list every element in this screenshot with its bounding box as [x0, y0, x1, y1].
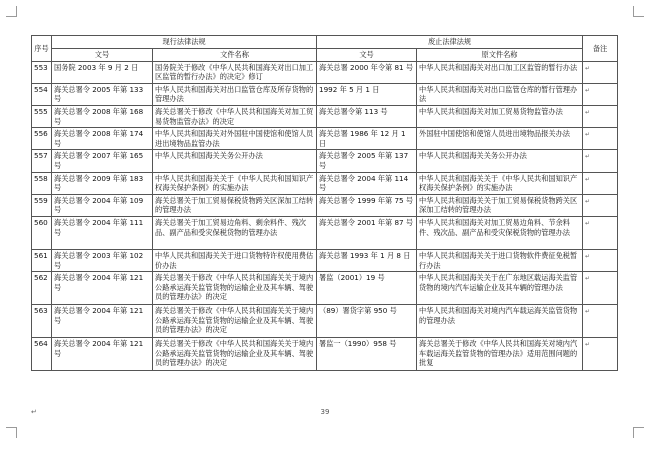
- seq-cell: 562: [32, 272, 52, 305]
- current-doc-no-cell: 国务院 2003 年 9 月 2 日: [52, 61, 153, 83]
- repealed-doc-no-cell: 海关总署 1993 年 1 月 8 日: [317, 249, 417, 271]
- current-file-name-cell: 中华人民共和国海关关于进口货物特许权使用费估价办法: [153, 249, 317, 271]
- repealed-doc-no-cell: 海关总署 1986 年 12 月 1 日: [317, 128, 417, 150]
- repealed-doc-no-cell: 海关总署令 2005 年第 137 号: [317, 150, 417, 172]
- repealed-file-name-cell: 中华人民共和国海关对出口监管仓库的暂行管理办法: [417, 83, 583, 105]
- repealed-doc-no-cell: 海关总署 2000 年令第 81 号: [317, 61, 417, 83]
- current-file-name-cell: 海关总署关于修改《中华人民共和国海关对加工贸易货物监管办法》的决定: [153, 105, 317, 127]
- seq-cell: 563: [32, 305, 52, 338]
- repealed-doc-no-cell: 署监（2001）19 号: [317, 272, 417, 305]
- seq-cell: 553: [32, 61, 52, 83]
- repealed-file-name-cell: 中华人民共和国海关对加工贸易货物监管办法: [417, 105, 583, 127]
- seq-cell: 557: [32, 150, 52, 172]
- remarks-cell: [583, 272, 618, 305]
- paragraph-mark: ↵: [585, 153, 591, 161]
- header-file-name: 文件名称: [153, 49, 317, 62]
- repealed-file-name-cell: 中华人民共和国海关关于加工贸易保税货物跨关区深加工结转的管理办法: [417, 194, 583, 216]
- crop-mark-bottom-left: [6, 427, 17, 438]
- current-file-name-cell: 中华人民共和国海关对外国驻中国使馆和使馆人员进出境物品监管办法: [153, 128, 317, 150]
- regulations-table: [31, 35, 618, 371]
- seq-cell: 556: [32, 128, 52, 150]
- remarks-cell: [583, 338, 618, 371]
- repealed-doc-no-cell: 海关总署令 2001 年第 87 号: [317, 216, 417, 249]
- header-row-2: [32, 49, 618, 62]
- remarks-cell: [583, 83, 618, 105]
- repealed-file-name-cell: 海关总署关于修改《中华人民共和国海关对境内汽车载运海关监管货物的管理办法》适用范围问题的批复: [417, 338, 583, 371]
- current-doc-no-cell: 海关总署令 2007 年第 165 号: [52, 150, 153, 172]
- seq-cell: 561: [32, 249, 52, 271]
- header-row-1: [32, 36, 618, 49]
- remarks-cell: [583, 61, 618, 83]
- table-row: [32, 272, 618, 305]
- paragraph-mark: ↵: [585, 308, 591, 316]
- repealed-file-name-cell: 外国驻中国使馆和使馆人员进出境物品报关办法: [417, 128, 583, 150]
- repealed-doc-no-cell: 海关总署令 1999 年第 75 号: [317, 194, 417, 216]
- remarks-cell: [583, 128, 618, 150]
- current-file-name-cell: 中华人民共和国海关关于《中华人民共和国知识产权海关保护条例》的实施办法: [153, 172, 317, 194]
- repealed-file-name-cell: 中华人民共和国海关对境内汽车载运海关监管货物的管理办法: [417, 305, 583, 338]
- repealed-file-name-cell: 中华人民共和国海关对加工贸易边角料、节余料件、残次品、副产品和受灾保税货物的管理办法: [417, 216, 583, 249]
- current-file-name-cell: 海关总署关于修改《中华人民共和国海关关于境内公路承运海关监管货物的运输企业及其车辆、驾驶员的管理办法》的决定: [153, 272, 317, 305]
- current-doc-no-cell: 海关总署令 2004 年第 121 号: [52, 338, 153, 371]
- table-row: [32, 83, 618, 105]
- paragraph-mark: ↵: [31, 408, 37, 416]
- paragraph-mark: ↵: [585, 64, 591, 72]
- seq-cell: 564: [32, 338, 52, 371]
- table-row: [32, 172, 618, 194]
- crop-mark-top-right: [633, 6, 644, 17]
- header-current-group: 现行法律法规: [52, 36, 317, 49]
- repealed-doc-no-cell: （89）署货字第 950 号: [317, 305, 417, 338]
- current-doc-no-cell: 海关总署令 2004 年第 121 号: [52, 272, 153, 305]
- seq-cell: 555: [32, 105, 52, 127]
- remarks-cell: [583, 150, 618, 172]
- paragraph-mark: ↵: [585, 275, 591, 283]
- paragraph-mark: ↵: [585, 252, 591, 260]
- header-repealed-doc-no: 文号: [317, 49, 417, 62]
- repealed-file-name-cell: 中华人民共和国海关关于进口货物软件费征免税暂行办法: [417, 249, 583, 271]
- seq-cell: 560: [32, 216, 52, 249]
- crop-mark-top-left: [6, 6, 17, 17]
- table-row: [32, 249, 618, 271]
- header-remarks: 备注: [583, 36, 618, 62]
- current-file-name-cell: 海关总署关于加工贸易边角料、剩余料件、残次品、副产品和受灾保税货物的管理办法: [153, 216, 317, 249]
- repealed-file-name-cell: 中华人民共和国海关关务公开办法: [417, 150, 583, 172]
- paragraph-mark: ↵: [585, 131, 591, 139]
- repealed-file-name-cell: 中华人民共和国海关关于在广东地区载运海关监管货物的境内汽车运输企业及其车辆的管理办法: [417, 272, 583, 305]
- current-doc-no-cell: 海关总署令 2003 年第 102 号: [52, 249, 153, 271]
- paragraph-mark: ↵: [585, 219, 591, 227]
- table-row: [32, 305, 618, 338]
- remarks-cell: [583, 105, 618, 127]
- remarks-cell: [583, 216, 618, 249]
- current-doc-no-cell: 海关总署令 2004 年第 121 号: [52, 305, 153, 338]
- remarks-cell: [583, 249, 618, 271]
- table-row: [32, 194, 618, 216]
- repealed-doc-no-cell: 海关总署令第 113 号: [317, 105, 417, 127]
- current-doc-no-cell: 海关总署令 2005 年第 133 号: [52, 83, 153, 105]
- paragraph-mark: ↵: [585, 197, 591, 205]
- repealed-file-name-cell: 中华人民共和国海关对出口加工区监管的暂行办法: [417, 61, 583, 83]
- page-number: 39: [320, 408, 330, 416]
- repealed-doc-no-cell: 海关总署令 2004 年第 114 号: [317, 172, 417, 194]
- remarks-cell: [583, 172, 618, 194]
- current-doc-no-cell: 海关总署令 2008 年第 174 号: [52, 128, 153, 150]
- current-doc-no-cell: 海关总署令 2008 年第 168 号: [52, 105, 153, 127]
- header-repealed-group: 废止法律法规: [317, 36, 583, 49]
- remarks-cell: [583, 305, 618, 338]
- repealed-file-name-cell: 中华人民共和国海关关于《中华人民共和国知识产权海关保护条例》的实施办法: [417, 172, 583, 194]
- current-file-name-cell: 中华人民共和国海关对出口监管仓库及所存货物的管理办法: [153, 83, 317, 105]
- table-row: [32, 105, 618, 127]
- current-doc-no-cell: 海关总署令 2004 年第 111 号: [52, 216, 153, 249]
- current-file-name-cell: 国务院关于修改《中华人民共和国海关对出口加工区监管的暂行办法》的决定》修订: [153, 61, 317, 83]
- seq-cell: 559: [32, 194, 52, 216]
- header-doc-no: 文号: [52, 49, 153, 62]
- current-file-name-cell: 海关总署关于修改《中华人民共和国海关关于境内公路承运海关监管货物的运输企业及其车辆、驾驶员的管理办法》的决定: [153, 305, 317, 338]
- header-seq: 序号: [32, 36, 52, 62]
- table-row: [32, 150, 618, 172]
- repealed-doc-no-cell: 署监一（1990）958 号: [317, 338, 417, 371]
- remarks-cell: [583, 194, 618, 216]
- current-file-name-cell: 中华人民共和国海关关务公开办法: [153, 150, 317, 172]
- paragraph-mark: ↵: [585, 175, 591, 183]
- paragraph-mark: ↵: [585, 86, 591, 94]
- seq-cell: 554: [32, 83, 52, 105]
- current-doc-no-cell: 海关总署令 2009 年第 183 号: [52, 172, 153, 194]
- current-doc-no-cell: 海关总署令 2004 年第 109 号: [52, 194, 153, 216]
- table-row: [32, 338, 618, 371]
- current-file-name-cell: 海关总署关于修改《中华人民共和国海关关于境内公路承运海关监管货物的运输企业及其车辆、驾驶员的管理办法》的决定: [153, 338, 317, 371]
- table-row: [32, 61, 618, 83]
- repealed-doc-no-cell: 1992 年 5 月 1 日: [317, 83, 417, 105]
- header-original-file-name: 原文件名称: [417, 49, 583, 62]
- table-row: [32, 216, 618, 249]
- current-file-name-cell: 海关总署关于加工贸易保税货物跨关区深加工结转的管理办法: [153, 194, 317, 216]
- paragraph-mark: ↵: [585, 341, 591, 349]
- paragraph-mark: ↵: [585, 108, 591, 116]
- crop-mark-bottom-right: [633, 427, 644, 438]
- seq-cell: 558: [32, 172, 52, 194]
- table-row: [32, 128, 618, 150]
